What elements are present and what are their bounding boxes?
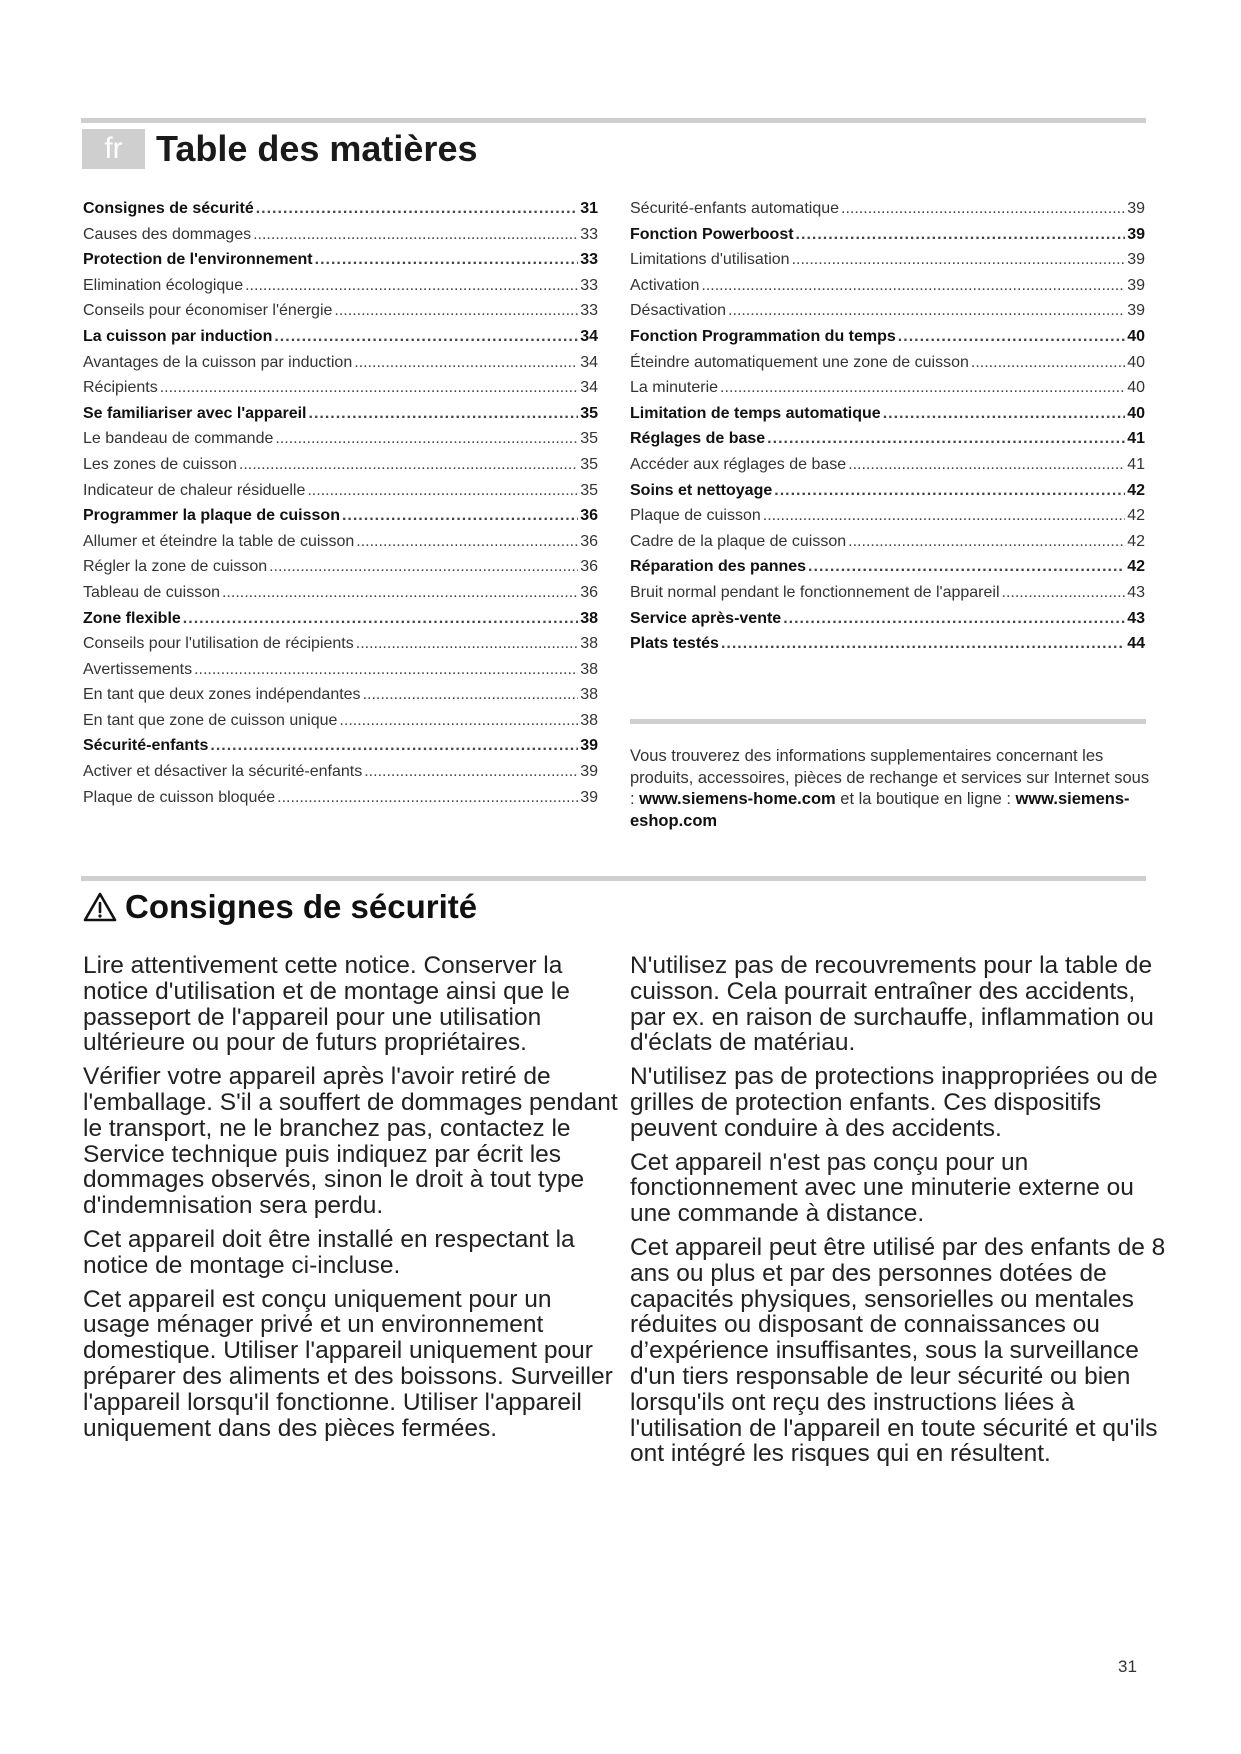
- toc-entry-label: Avantages de la cuisson par induction: [83, 353, 353, 371]
- toc-leader-dots: [792, 247, 1126, 273]
- toc-entry-label: Accéder aux réglages de base: [630, 455, 847, 473]
- toc-left-column: [83, 196, 598, 810]
- toc-leader-dots: [269, 554, 578, 580]
- toc-entry[interactable]: [83, 580, 598, 606]
- toc-entry-page: 35: [580, 404, 598, 422]
- toc-entry-page: 33: [580, 276, 598, 294]
- toc-entry-page: 38: [580, 635, 598, 653]
- toc-entry[interactable]: [83, 631, 598, 657]
- toc-entry-label: Zone flexible: [83, 609, 181, 627]
- toc-entry-label: Indicateur de chaleur résiduelle: [83, 481, 306, 499]
- toc-leader-dots: [848, 529, 1125, 555]
- toc-entry[interactable]: [630, 273, 1145, 299]
- toc-leader-dots: [160, 375, 579, 401]
- siemens-home-link[interactable]: www.siemens-home.com: [639, 790, 836, 808]
- toc-entry-page: 34: [580, 327, 598, 345]
- toc-entry[interactable]: [630, 631, 1145, 657]
- toc-entry[interactable]: [630, 503, 1145, 529]
- toc-right-column: [630, 196, 1145, 657]
- toc-entry-page: 42: [1127, 532, 1145, 550]
- info-text-before: Vous trouverez des informations supplementaires concernant les produits, accessoires, pièces de rechange et services sur Internet sous :: [630, 747, 1150, 808]
- toc-entry[interactable]: [83, 426, 598, 452]
- safety-heading: [83, 884, 477, 930]
- toc-leader-dots: [194, 657, 578, 683]
- toc-leader-dots: [253, 222, 578, 248]
- safety-paragraph: Cet appareil est conçu uniquement pour un usage ménager privé et un environnement domestique. Utiliser l'appareil uniquement pour préparer des aliments et des boissons. Surveiller l'appareil lorsqu'il fonctionne. Utiliser l'appareil uniquement dans des pièces fermées.: [83, 1285, 613, 1442]
- safety-paragraph: Lire attentivement cette notice. Conserver la notice d'utilisation et de montage ainsi que le passeport de l'appareil pour une utilisation ultérieure ou pour de futurs propriétaires.: [83, 952, 570, 1057]
- toc-entry-label: Protection de l'environnement: [83, 251, 313, 269]
- toc-entry-page: 39: [1127, 225, 1145, 243]
- toc-entry[interactable]: [83, 733, 598, 759]
- toc-entry[interactable]: [630, 452, 1145, 478]
- toc-entry-label: En tant que deux zones indépendantes: [83, 686, 361, 704]
- toc-entry-label: Le bandeau de commande: [83, 430, 274, 448]
- toc-leader-dots: [848, 452, 1125, 478]
- toc-entry-label: Régler la zone de cuisson: [83, 558, 268, 576]
- toc-entry-label: Service après-vente: [630, 609, 782, 627]
- info-note: [630, 746, 1150, 832]
- toc-entry[interactable]: [83, 606, 598, 632]
- toc-entry[interactable]: [630, 222, 1145, 248]
- toc-entry-page: 35: [580, 430, 598, 448]
- toc-entry-label: Sécurité-enfants: [83, 737, 209, 755]
- toc-leader-dots: [728, 298, 1125, 324]
- toc-entry-page: 39: [1127, 251, 1145, 269]
- toc-leader-dots: [721, 631, 1125, 657]
- toc-leader-dots: [309, 401, 579, 427]
- toc-entry[interactable]: [83, 222, 598, 248]
- toc-leader-dots: [720, 375, 1125, 401]
- toc-entry-page: 40: [1127, 404, 1145, 422]
- toc-entry-page: 35: [580, 455, 598, 473]
- toc-leader-dots: [364, 759, 578, 785]
- toc-entry[interactable]: [83, 708, 598, 734]
- toc-leader-dots: [796, 222, 1126, 248]
- info-text-middle: et la boutique en ligne :: [835, 790, 1016, 808]
- toc-entry-label: Se familiariser avec l'appareil: [83, 404, 307, 422]
- toc-entry-page: 34: [580, 379, 598, 397]
- safety-paragraph: N'utilisez pas de recouvrements pour la table de cuisson. Cela pourrait entraîner des accidents, par ex. en raison de surchauffe, inflammation ou d'éclats de matériau.: [630, 952, 1154, 1057]
- toc-entry-label: Activer et désactiver la sécurité-enfants: [83, 763, 363, 781]
- toc-leader-dots: [354, 350, 578, 376]
- toc-entry-page: 42: [1127, 507, 1145, 525]
- toc-entry[interactable]: [83, 375, 598, 401]
- toc-leader-dots: [315, 247, 579, 273]
- toc-entry[interactable]: [630, 580, 1145, 606]
- toc-entry[interactable]: [630, 606, 1145, 632]
- toc-entry-label: Plaque de cuisson: [630, 507, 761, 525]
- toc-entry-label: Elimination écologique: [83, 276, 244, 294]
- toc-entry-label: La minuterie: [630, 379, 719, 397]
- toc-entry[interactable]: [83, 401, 598, 427]
- toc-leader-dots: [808, 554, 1125, 580]
- siemens-eshop-link[interactable]: www.siemens-eshop.com: [630, 790, 1130, 830]
- toc-entry-label: Causes des dommages: [83, 225, 252, 243]
- toc-leader-dots: [898, 324, 1125, 350]
- page-number: 31: [1118, 1657, 1137, 1676]
- toc-entry-label: Limitation de temps automatique: [630, 404, 881, 422]
- toc-entry-page: 33: [580, 302, 598, 320]
- toc-leader-dots: [239, 452, 578, 478]
- toc-leader-dots: [363, 682, 579, 708]
- toc-entry-page: 39: [1127, 200, 1145, 217]
- toc-entry-page: 39: [1127, 302, 1145, 320]
- toc-entry-label: Avertissements: [83, 660, 193, 678]
- toc-entry-label: Conseils pour l'utilisation de récipients: [83, 635, 354, 653]
- toc-entry-label: Désactivation: [630, 302, 727, 320]
- toc-entry-label: Réglages de base: [630, 430, 766, 448]
- toc-leader-dots: [1002, 580, 1126, 606]
- safety-paragraph: Cet appareil doit être installé en respectant la notice de montage ci-incluse.: [83, 1225, 575, 1279]
- toc-entry-page: 36: [580, 532, 598, 550]
- toc-entry-label: Éteindre automatiquement une zone de cuisson: [630, 353, 969, 371]
- toc-leader-dots: [767, 426, 1125, 452]
- safety-divider: [81, 876, 1146, 881]
- toc-leader-dots: [763, 503, 1125, 529]
- toc-entry[interactable]: [83, 324, 598, 350]
- toc-entry[interactable]: [83, 452, 598, 478]
- toc-leader-dots: [971, 350, 1125, 376]
- toc-leader-dots: [274, 324, 578, 350]
- toc-leader-dots: [256, 196, 578, 222]
- safety-left-column: [83, 953, 623, 1449]
- toc-entry-page: 40: [1127, 327, 1145, 345]
- toc-leader-dots: [342, 503, 578, 529]
- toc-leader-dots: [183, 606, 578, 632]
- toc-entry[interactable]: [83, 196, 598, 222]
- toc-entry-label: Cadre de la plaque de cuisson: [630, 532, 847, 550]
- toc-entry-page: 38: [580, 609, 598, 627]
- toc-entry-page: 39: [1127, 276, 1145, 294]
- toc-entry-page: 39: [580, 737, 598, 755]
- toc-entry[interactable]: [83, 273, 598, 299]
- toc-entry[interactable]: [83, 503, 598, 529]
- toc-entry-label: Sécurité-enfants automatique: [630, 200, 840, 217]
- toc-entry-label: En tant que zone de cuisson unique: [83, 711, 338, 729]
- toc-entry[interactable]: [83, 554, 598, 580]
- toc-entry-label: Tableau de cuisson: [83, 583, 220, 601]
- toc-leader-dots: [356, 529, 578, 555]
- toc-entry[interactable]: [83, 785, 598, 811]
- safety-title: Consignes de sécurité: [125, 888, 478, 925]
- toc-entry-label: Plaque de cuisson bloquée: [83, 788, 276, 806]
- toc-entry-label: Limitations d'utilisation: [630, 251, 790, 269]
- warning-triangle-icon: [83, 892, 117, 922]
- toc-entry-label: Réparation des pannes: [630, 558, 807, 576]
- toc-leader-dots: [701, 273, 1125, 299]
- toc-entry-page: 31: [580, 200, 598, 217]
- toc-entry-label: Programmer la plaque de cuisson: [83, 507, 340, 525]
- toc-entry[interactable]: [630, 247, 1145, 273]
- toc-entry[interactable]: [83, 657, 598, 683]
- toc-entry-page: 41: [1127, 455, 1145, 473]
- toc-leader-dots: [334, 298, 578, 324]
- toc-entry-page: 38: [580, 660, 598, 678]
- toc-entry-label: Fonction Powerboost: [630, 225, 794, 243]
- toc-entry[interactable]: [83, 529, 598, 555]
- toc-title: Table des matières: [156, 128, 478, 169]
- toc-leader-dots: [774, 478, 1125, 504]
- toc-entry[interactable]: [83, 350, 598, 376]
- toc-entry-page: 44: [1127, 635, 1145, 653]
- toc-entry-label: Allumer et éteindre la table de cuisson: [83, 532, 355, 550]
- toc-leader-dots: [883, 401, 1126, 427]
- toc-entry-page: 39: [580, 788, 598, 806]
- toc-entry-page: 36: [580, 583, 598, 601]
- toc-leader-dots: [275, 426, 578, 452]
- toc-entry-label: Activation: [630, 276, 700, 294]
- toc-leader-dots: [277, 785, 578, 811]
- toc-entry-page: 34: [580, 353, 598, 371]
- toc-entry-page: 41: [1127, 430, 1145, 448]
- safety-paragraph: N'utilisez pas de protections inappropriées ou de grilles de protection enfants. Ces dispositifs peuvent conduire à des accidents.: [630, 1063, 1158, 1142]
- safety-paragraph: Cet appareil peut être utilisé par des enfants de 8 ans ou plus et par des personnes dotées de capacités physiques, sensorielles ou mentales réduites ou disposant de connaissances ou d’expérience insuffisantes, sous la surveillance d'un tiers responsable de leur sécurité ou bien lorsqu'ils ont reçu des instructions liées à l'utilisation de l'appareil en toute sécurité et qu'ils ont intégré les risques qui en résultent.: [630, 1233, 1166, 1468]
- toc-entry-label: La cuisson par induction: [83, 327, 273, 345]
- toc-entry-page: 42: [1127, 558, 1145, 576]
- toc-entry[interactable]: [630, 375, 1145, 401]
- toc-entry-page: 33: [580, 225, 598, 243]
- language-badge: fr: [82, 129, 145, 169]
- toc-entry-page: 38: [580, 686, 598, 704]
- toc-leader-dots: [245, 273, 578, 299]
- toc-entry-page: 42: [1127, 481, 1145, 499]
- toc-leader-dots: [307, 478, 578, 504]
- toc-entry[interactable]: [83, 759, 598, 785]
- toc-entry-label: Consignes de sécurité: [83, 200, 254, 217]
- top-divider: [81, 118, 1146, 123]
- toc-entry-page: 38: [580, 711, 598, 729]
- toc-entry-page: 36: [580, 558, 598, 576]
- toc-entry-page: 39: [580, 763, 598, 781]
- toc-leader-dots: [841, 196, 1125, 222]
- toc-entry[interactable]: [630, 529, 1145, 555]
- toc-entry-page: 43: [1127, 583, 1145, 601]
- info-divider: [630, 719, 1146, 724]
- toc-entry[interactable]: [83, 682, 598, 708]
- toc-leader-dots: [783, 606, 1125, 632]
- toc-entry[interactable]: [630, 426, 1145, 452]
- toc-leader-dots: [210, 733, 578, 759]
- toc-entry-label: Fonction Programmation du temps: [630, 327, 896, 345]
- safety-paragraph: Cet appareil n'est pas conçu pour un fonctionnement avec une minuterie externe ou une commande à distance.: [630, 1148, 1134, 1228]
- toc-entry-label: Plats testés: [630, 635, 719, 653]
- toc-entry[interactable]: [630, 478, 1145, 504]
- toc-entry[interactable]: [630, 401, 1145, 427]
- toc-entry-page: 43: [1127, 609, 1145, 627]
- toc-entry[interactable]: [83, 247, 598, 273]
- toc-entry-page: 36: [580, 507, 598, 525]
- toc-entry[interactable]: [630, 324, 1145, 350]
- toc-leader-dots: [222, 580, 578, 606]
- toc-entry-label: Les zones de cuisson: [83, 455, 237, 473]
- toc-entry-label: Conseils pour économiser l'énergie: [83, 302, 333, 320]
- safety-right-column: [630, 953, 1170, 1475]
- toc-entry[interactable]: [630, 298, 1145, 324]
- toc-leader-dots: [356, 631, 578, 657]
- toc-entry-page: 35: [580, 481, 598, 499]
- toc-entry-label: Récipients: [83, 379, 158, 397]
- toc-entry[interactable]: [630, 196, 1145, 222]
- toc-entry-page: 33: [580, 251, 598, 269]
- toc-entry[interactable]: [630, 554, 1145, 580]
- toc-entry[interactable]: [630, 350, 1145, 376]
- toc-entry-page: 40: [1127, 379, 1145, 397]
- toc-entry-label: Bruit normal pendant le fonctionnement de l'appareil: [630, 583, 1000, 601]
- toc-entry[interactable]: [83, 298, 598, 324]
- toc-entry-page: 40: [1127, 353, 1145, 371]
- toc-entry[interactable]: [83, 478, 598, 504]
- toc-entry-label: Soins et nettoyage: [630, 481, 773, 499]
- toc-leader-dots: [339, 708, 578, 734]
- safety-paragraph: Vérifier votre appareil après l'avoir retiré de l'emballage. S'il a souffert de dommages pendant le transport, ne le branchez pas, contactez le Service technique puis indiquez par écrit les dommages observés, sinon le droit à tout type d'indemnisation sera perdu.: [83, 1063, 618, 1220]
